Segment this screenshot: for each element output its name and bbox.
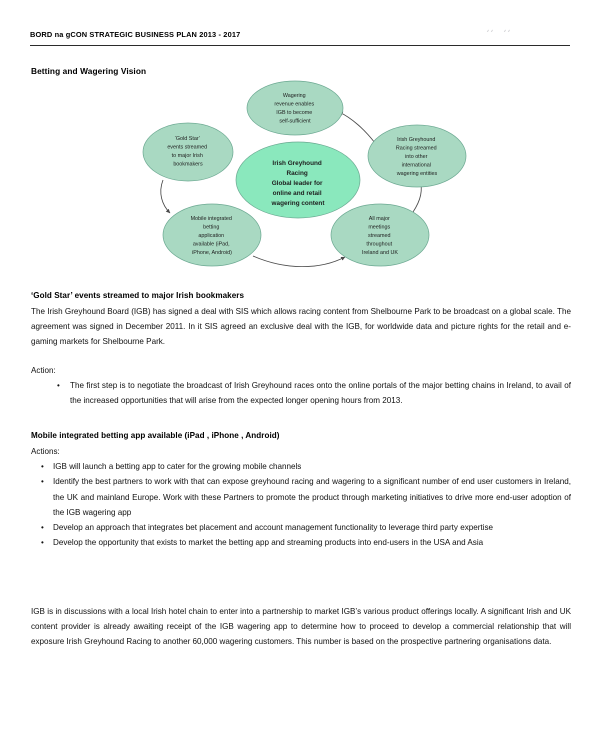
node-ellipse xyxy=(247,81,343,135)
diagram-node-gold-star-events xyxy=(143,123,233,181)
mobile-app-section xyxy=(31,431,571,550)
node-label: Irish Greyhound Racing streamed into other international wagering entities xyxy=(395,137,438,177)
node-label: Wagering revenue enables IGB to become self-sufficient xyxy=(274,93,315,125)
diagram-node-international-wagering xyxy=(368,125,466,187)
closing-section xyxy=(31,604,571,650)
node-ellipse xyxy=(143,123,233,181)
actions-label: Actions: xyxy=(31,447,60,456)
gold-star-action-list xyxy=(31,378,571,408)
header-divider xyxy=(30,45,570,46)
node-label: Irish Greyhound Racing Global leader for online and retail wagering content xyxy=(271,160,325,207)
list-item: • Develop the opportunity that exists to market the betting app and streaming products into end-users in the USA and Asia xyxy=(31,535,571,550)
mobile-app-heading: Mobile integrated betting app available (iPad , iPhone , Android) xyxy=(31,431,280,440)
list-item: • The first step is to negotiate the broadcast of Irish Greyhound races onto the online portals of the major betting chains in Ireland, to avail of the increased opportunities that will arise from the expected longer opening hours from 2013. xyxy=(31,378,571,408)
diagram-node-all-major-meetings xyxy=(331,204,429,266)
betting-wagering-vision-diagram xyxy=(140,80,480,280)
diagram-node-center-irish-greyhound-racing xyxy=(236,142,360,218)
action-label: Action: xyxy=(31,366,56,375)
list-item: • IGB will launch a betting app to cater for the growing mobile channels xyxy=(31,459,571,474)
connector-international-to-revenue xyxy=(339,112,375,143)
header-title: BORD na gCON STRATEGIC BUSINESS PLAN 2013 - 2017 xyxy=(30,30,241,39)
header-decorative-marks xyxy=(487,18,512,33)
connector-mobile-to-meetings xyxy=(253,256,345,267)
list-item: • Identify the best partners to work with that can expose greyhound racing and wagering to a significant number of end user customers in Ireland, the UK and mainland Europe. Work with these Partners to promote the product through marketing initiatives to drive more end-user adoption of the IGB wagering app xyxy=(31,474,571,520)
gold-star-section xyxy=(31,291,571,350)
section-heading-betting-wagering-vision: Betting and Wagering Vision xyxy=(31,66,147,76)
list-item: • Develop an approach that integrates bet placement and account management functionality to leverage third party expertise xyxy=(31,520,571,535)
gold-star-paragraph: The Irish Greyhound Board (IGB) has signed a deal with SIS which allows racing content from Shelbourne Park to be broadcast on a global scale. The agreement was signed in December 2011. In it SIS agreed an exclusive deal with the IGB, for worldwide data and picture rights for the retail and e-gaming markets for Shelbourne Park. xyxy=(31,307,571,347)
diagram-node-mobile-betting-app xyxy=(163,204,261,266)
node-label: ‘Gold Star’ events streamed to major Irish bookmakers xyxy=(167,136,208,168)
quote-mark-right-icon: ͵͵ xyxy=(502,18,514,32)
gold-star-action-section xyxy=(31,363,571,409)
connector-goldstar-to-mobile xyxy=(161,180,170,213)
document-header xyxy=(30,18,570,52)
gold-star-heading: ‘Gold Star’ events streamed to major Irish bookmakers xyxy=(31,291,245,300)
quote-mark-left-icon: ͵͵ xyxy=(485,18,497,32)
mobile-app-action-list xyxy=(31,459,571,550)
cycle-diagram-svg xyxy=(140,80,480,280)
node-label: All major meetings streamed throughout Ireland and UK xyxy=(362,216,398,256)
node-label: Mobile integrated betting application available (iPad, iPhone, Android) xyxy=(190,216,232,256)
closing-paragraph: IGB is in discussions with a local Irish hotel chain to enter into a partnership to market IGB’s various product offerings locally. A significant Irish and UK content provider is already awaiting receipt of the IGB wagering app to determine how to proceed to develop a commercial relationship that will exposure Irish Greyhound Racing to another 60,000 wagering customers. This number is based on the prospective partnering organisations data. xyxy=(31,607,571,647)
diagram-node-wagering-revenue xyxy=(247,81,343,135)
